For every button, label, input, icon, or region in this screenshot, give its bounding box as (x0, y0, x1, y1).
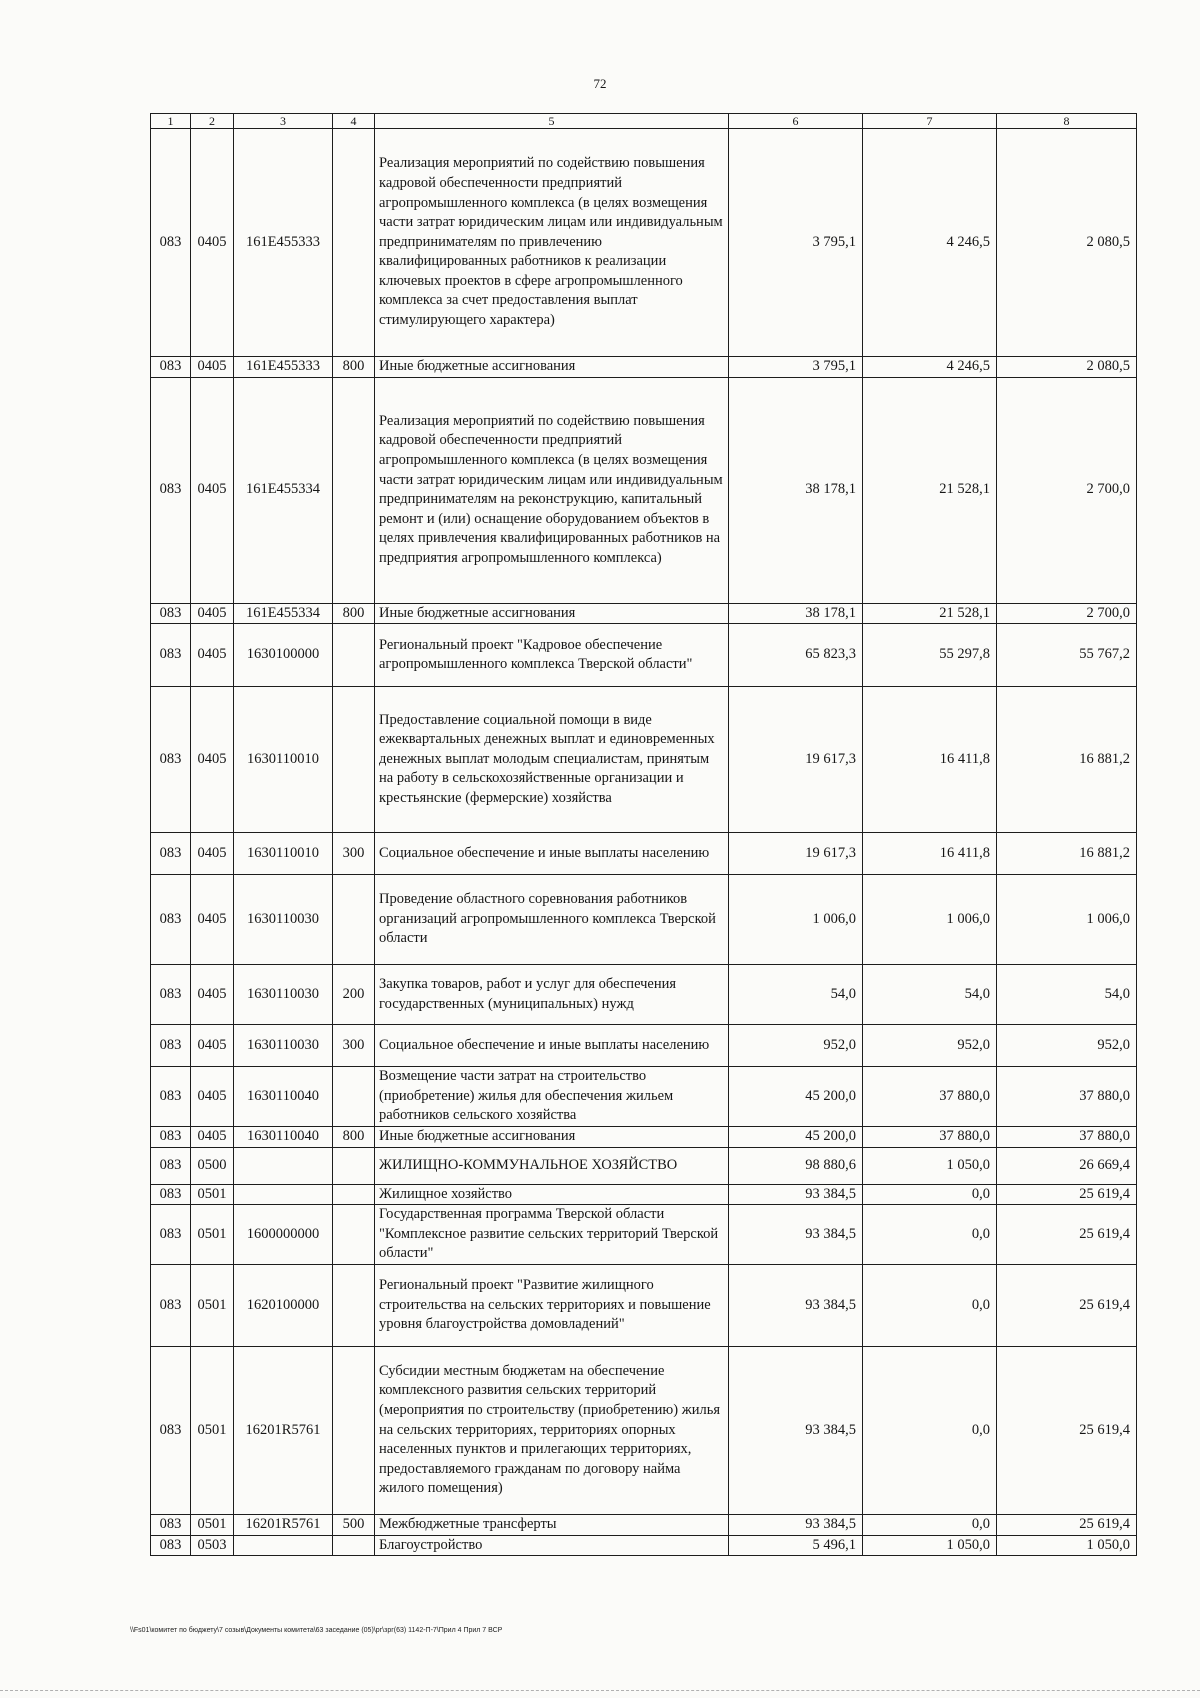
amount-year2-cell: 1 006,0 (863, 875, 997, 965)
section-cell: 0501 (191, 1184, 234, 1205)
target-article-cell: 16201R5761 (234, 1346, 333, 1514)
section-cell: 0405 (191, 833, 234, 875)
section-cell: 0405 (191, 687, 234, 833)
target-article-cell: 16201R5761 (234, 1514, 333, 1535)
code-cell: 083 (151, 377, 191, 603)
expense-type-cell (333, 1147, 375, 1184)
amount-year1-cell: 38 178,1 (729, 603, 863, 624)
section-cell: 0405 (191, 377, 234, 603)
amount-year3-cell: 2 700,0 (997, 377, 1137, 603)
amount-year1-cell: 98 880,6 (729, 1147, 863, 1184)
amount-year1-cell: 952,0 (729, 1025, 863, 1067)
amount-year3-cell: 25 619,4 (997, 1346, 1137, 1514)
amount-year3-cell: 2 080,5 (997, 357, 1137, 378)
header-row (151, 114, 1137, 129)
amount-year2-cell: 16 411,8 (863, 687, 997, 833)
description-cell: Проведение областного соревнования работников организаций агропромышленного комплекса Тверской области (375, 875, 729, 965)
table-row (151, 833, 1137, 875)
code-cell: 083 (151, 603, 191, 624)
amount-year3-cell: 16 881,2 (997, 687, 1137, 833)
amount-year2-cell: 0,0 (863, 1346, 997, 1514)
header-cell: 3 (234, 114, 333, 129)
expense-type-cell: 300 (333, 833, 375, 875)
section-cell: 0501 (191, 1514, 234, 1535)
table-row (151, 129, 1137, 357)
description-cell: Возмещение части затрат на строительство (приобретение) жилья для обеспечения жильем работников сельского хозяйства (375, 1067, 729, 1127)
description-cell: Социальное обеспечение и иные выплаты населению (375, 1025, 729, 1067)
code-cell: 083 (151, 965, 191, 1025)
table-row (151, 1067, 1137, 1127)
amount-year1-cell: 3 795,1 (729, 129, 863, 357)
code-cell: 083 (151, 129, 191, 357)
amount-year1-cell: 93 384,5 (729, 1264, 863, 1346)
target-article-cell (234, 1535, 333, 1556)
amount-year3-cell: 25 619,4 (997, 1514, 1137, 1535)
expense-type-cell: 800 (333, 357, 375, 378)
amount-year1-cell: 45 200,0 (729, 1126, 863, 1147)
target-article-cell: 1620100000 (234, 1264, 333, 1346)
description-cell: Региональный проект "Кадровое обеспечение агропромышленного комплекса Тверской области" (375, 624, 729, 687)
description-cell: ЖИЛИЩНО-КОММУНАЛЬНОЕ ХОЗЯЙСТВО (375, 1147, 729, 1184)
code-cell: 083 (151, 1264, 191, 1346)
amount-year2-cell: 16 411,8 (863, 833, 997, 875)
description-cell: Реализация мероприятий по содействию повышения кадровой обеспеченности предприятий агропромышленного комплекса (в целях возмещения части затрат юридическим лицам или индивидуальным предпринимателям по привлечению квалифицированных работников к реализации ключевых проектов в сфере агропромышленного комплекса за счет предоставления выплат стимулирующего характера) (375, 129, 729, 357)
expense-type-cell (333, 1535, 375, 1556)
table-row (151, 357, 1137, 378)
expense-type-cell (333, 1184, 375, 1205)
amount-year1-cell: 93 384,5 (729, 1184, 863, 1205)
target-article-cell: 161E455333 (234, 357, 333, 378)
table-row (151, 1147, 1137, 1184)
amount-year1-cell: 93 384,5 (729, 1205, 863, 1265)
section-cell: 0405 (191, 1025, 234, 1067)
description-cell: Иные бюджетные ассигнования (375, 603, 729, 624)
table-row (151, 1184, 1137, 1205)
budget-table (150, 113, 1137, 1556)
description-cell: Предоставление социальной помощи в виде ежеквартальных денежных выплат и единовременных денежных выплат молодым специалистам, принятым на работу в сельскохозяйственные организации и крестьянские (фермерские) хозяйства (375, 687, 729, 833)
amount-year3-cell: 26 669,4 (997, 1147, 1137, 1184)
amount-year2-cell: 1 050,0 (863, 1147, 997, 1184)
section-cell: 0405 (191, 357, 234, 378)
description-cell: Региональный проект "Развитие жилищного строительства на сельских территориях и повышение уровня благоустройства домовладений" (375, 1264, 729, 1346)
expense-type-cell (333, 1067, 375, 1127)
amount-year2-cell: 0,0 (863, 1264, 997, 1346)
target-article-cell: 1630110040 (234, 1126, 333, 1147)
target-article-cell: 161E455334 (234, 377, 333, 603)
section-cell: 0405 (191, 965, 234, 1025)
table-row (151, 377, 1137, 603)
table-row (151, 624, 1137, 687)
amount-year2-cell: 952,0 (863, 1025, 997, 1067)
expense-type-cell: 200 (333, 965, 375, 1025)
amount-year2-cell: 0,0 (863, 1205, 997, 1265)
header-cell: 8 (997, 114, 1137, 129)
amount-year2-cell: 4 246,5 (863, 357, 997, 378)
expense-type-cell (333, 377, 375, 603)
code-cell: 083 (151, 1025, 191, 1067)
code-cell: 083 (151, 624, 191, 687)
expense-type-cell (333, 129, 375, 357)
section-cell: 0405 (191, 603, 234, 624)
header-cell: 7 (863, 114, 997, 129)
header-cell: 2 (191, 114, 234, 129)
footer-file-path: \\Fs01\комитет по бюджету\7 созыв\Документы комитета\63 заседание (05)\рг\зрг(63) 1142-П-7\Прил 4 Прил 7 ВСР (130, 1627, 503, 1634)
table-row (151, 1205, 1137, 1265)
target-article-cell: 1600000000 (234, 1205, 333, 1265)
section-cell: 0405 (191, 1126, 234, 1147)
amount-year3-cell: 1 006,0 (997, 875, 1137, 965)
amount-year2-cell: 21 528,1 (863, 377, 997, 603)
table-row (151, 1346, 1137, 1514)
header-cell: 5 (375, 114, 729, 129)
description-cell: Субсидии местным бюджетам на обеспечение комплексного развития сельских территорий (мероприятия по строительству (приобретению) жилья на сельских территориях, территориях опорных населенных пунктов и прилегающих территориях, предоставляемого гражданам по договору найма жилого помещения) (375, 1346, 729, 1514)
amount-year2-cell: 0,0 (863, 1184, 997, 1205)
page-number: 72 (593, 76, 607, 91)
expense-type-cell: 500 (333, 1514, 375, 1535)
table-row (151, 1126, 1137, 1147)
description-cell: Закупка товаров, работ и услуг для обеспечения государственных (муниципальных) нужд (375, 965, 729, 1025)
table-row (151, 1264, 1137, 1346)
scan-edge-line (0, 1690, 1200, 1691)
code-cell: 083 (151, 1147, 191, 1184)
expense-type-cell: 800 (333, 603, 375, 624)
expense-type-cell (333, 1205, 375, 1265)
amount-year3-cell: 25 619,4 (997, 1184, 1137, 1205)
table-row (151, 875, 1137, 965)
header-cell: 1 (151, 114, 191, 129)
table-row (151, 965, 1137, 1025)
amount-year3-cell: 37 880,0 (997, 1126, 1137, 1147)
target-article-cell: 1630110030 (234, 875, 333, 965)
target-article-cell: 161E455333 (234, 129, 333, 357)
target-article-cell: 1630110030 (234, 1025, 333, 1067)
amount-year3-cell: 37 880,0 (997, 1067, 1137, 1127)
description-cell: Благоустройство (375, 1535, 729, 1556)
code-cell: 083 (151, 1184, 191, 1205)
amount-year3-cell: 2 700,0 (997, 603, 1137, 624)
amount-year1-cell: 93 384,5 (729, 1346, 863, 1514)
section-cell: 0405 (191, 1067, 234, 1127)
amount-year2-cell: 55 297,8 (863, 624, 997, 687)
amount-year1-cell: 5 496,1 (729, 1535, 863, 1556)
amount-year1-cell: 93 384,5 (729, 1514, 863, 1535)
code-cell: 083 (151, 1346, 191, 1514)
table-row (151, 1025, 1137, 1067)
code-cell: 083 (151, 1205, 191, 1265)
code-cell: 083 (151, 1126, 191, 1147)
expense-type-cell (333, 624, 375, 687)
table-row (151, 1535, 1137, 1556)
amount-year1-cell: 54,0 (729, 965, 863, 1025)
section-cell: 0405 (191, 624, 234, 687)
amount-year3-cell: 16 881,2 (997, 833, 1137, 875)
section-cell: 0500 (191, 1147, 234, 1184)
amount-year1-cell: 3 795,1 (729, 357, 863, 378)
description-cell: Иные бюджетные ассигнования (375, 357, 729, 378)
amount-year1-cell: 19 617,3 (729, 687, 863, 833)
amount-year3-cell: 952,0 (997, 1025, 1137, 1067)
section-cell: 0405 (191, 129, 234, 357)
amount-year2-cell: 21 528,1 (863, 603, 997, 624)
target-article-cell (234, 1147, 333, 1184)
expense-type-cell: 800 (333, 1126, 375, 1147)
target-article-cell: 1630110010 (234, 833, 333, 875)
amount-year2-cell: 4 246,5 (863, 129, 997, 357)
section-cell: 0501 (191, 1205, 234, 1265)
amount-year2-cell: 0,0 (863, 1514, 997, 1535)
target-article-cell: 1630110040 (234, 1067, 333, 1127)
code-cell: 083 (151, 1514, 191, 1535)
description-cell: Иные бюджетные ассигнования (375, 1126, 729, 1147)
table-row (151, 603, 1137, 624)
section-cell: 0503 (191, 1535, 234, 1556)
code-cell: 083 (151, 1067, 191, 1127)
target-article-cell (234, 1184, 333, 1205)
amount-year3-cell: 25 619,4 (997, 1264, 1137, 1346)
amount-year2-cell: 1 050,0 (863, 1535, 997, 1556)
amount-year3-cell: 54,0 (997, 965, 1137, 1025)
amount-year3-cell: 2 080,5 (997, 129, 1137, 357)
target-article-cell: 161E455334 (234, 603, 333, 624)
amount-year1-cell: 65 823,3 (729, 624, 863, 687)
amount-year1-cell: 1 006,0 (729, 875, 863, 965)
code-cell: 083 (151, 1535, 191, 1556)
expense-type-cell (333, 687, 375, 833)
target-article-cell: 1630100000 (234, 624, 333, 687)
expense-type-cell: 300 (333, 1025, 375, 1067)
expense-type-cell (333, 1346, 375, 1514)
amount-year1-cell: 45 200,0 (729, 1067, 863, 1127)
expense-type-cell (333, 875, 375, 965)
section-cell: 0501 (191, 1264, 234, 1346)
amount-year3-cell: 55 767,2 (997, 624, 1137, 687)
code-cell: 083 (151, 687, 191, 833)
code-cell: 083 (151, 875, 191, 965)
code-cell: 083 (151, 833, 191, 875)
description-cell: Социальное обеспечение и иные выплаты населению (375, 833, 729, 875)
table-row (151, 687, 1137, 833)
target-article-cell: 1630110030 (234, 965, 333, 1025)
description-cell: Реализация мероприятий по содействию повышения кадровой обеспеченности предприятий агропромышленного комплекса (в целях возмещения части затрат юридическим лицам или индивидуальным предпринимателям на реконструкцию, капитальный ремонт и (или) оснащение оборудованием объектов в целях привлечения квалифицированных работников на предприятия агропромышленного комплекса) (375, 377, 729, 603)
amount-year2-cell: 54,0 (863, 965, 997, 1025)
amount-year1-cell: 19 617,3 (729, 833, 863, 875)
amount-year3-cell: 1 050,0 (997, 1535, 1137, 1556)
description-cell: Жилищное хозяйство (375, 1184, 729, 1205)
header-cell: 4 (333, 114, 375, 129)
target-article-cell: 1630110010 (234, 687, 333, 833)
amount-year2-cell: 37 880,0 (863, 1126, 997, 1147)
table-row (151, 1514, 1137, 1535)
section-cell: 0405 (191, 875, 234, 965)
amount-year2-cell: 37 880,0 (863, 1067, 997, 1127)
amount-year3-cell: 25 619,4 (997, 1205, 1137, 1265)
section-cell: 0501 (191, 1346, 234, 1514)
description-cell: Межбюджетные трансферты (375, 1514, 729, 1535)
amount-year1-cell: 38 178,1 (729, 377, 863, 603)
code-cell: 083 (151, 357, 191, 378)
description-cell: Государственная программа Тверской области "Комплексное развитие сельских территорий Тверской области" (375, 1205, 729, 1265)
expense-type-cell (333, 1264, 375, 1346)
header-cell: 6 (729, 114, 863, 129)
